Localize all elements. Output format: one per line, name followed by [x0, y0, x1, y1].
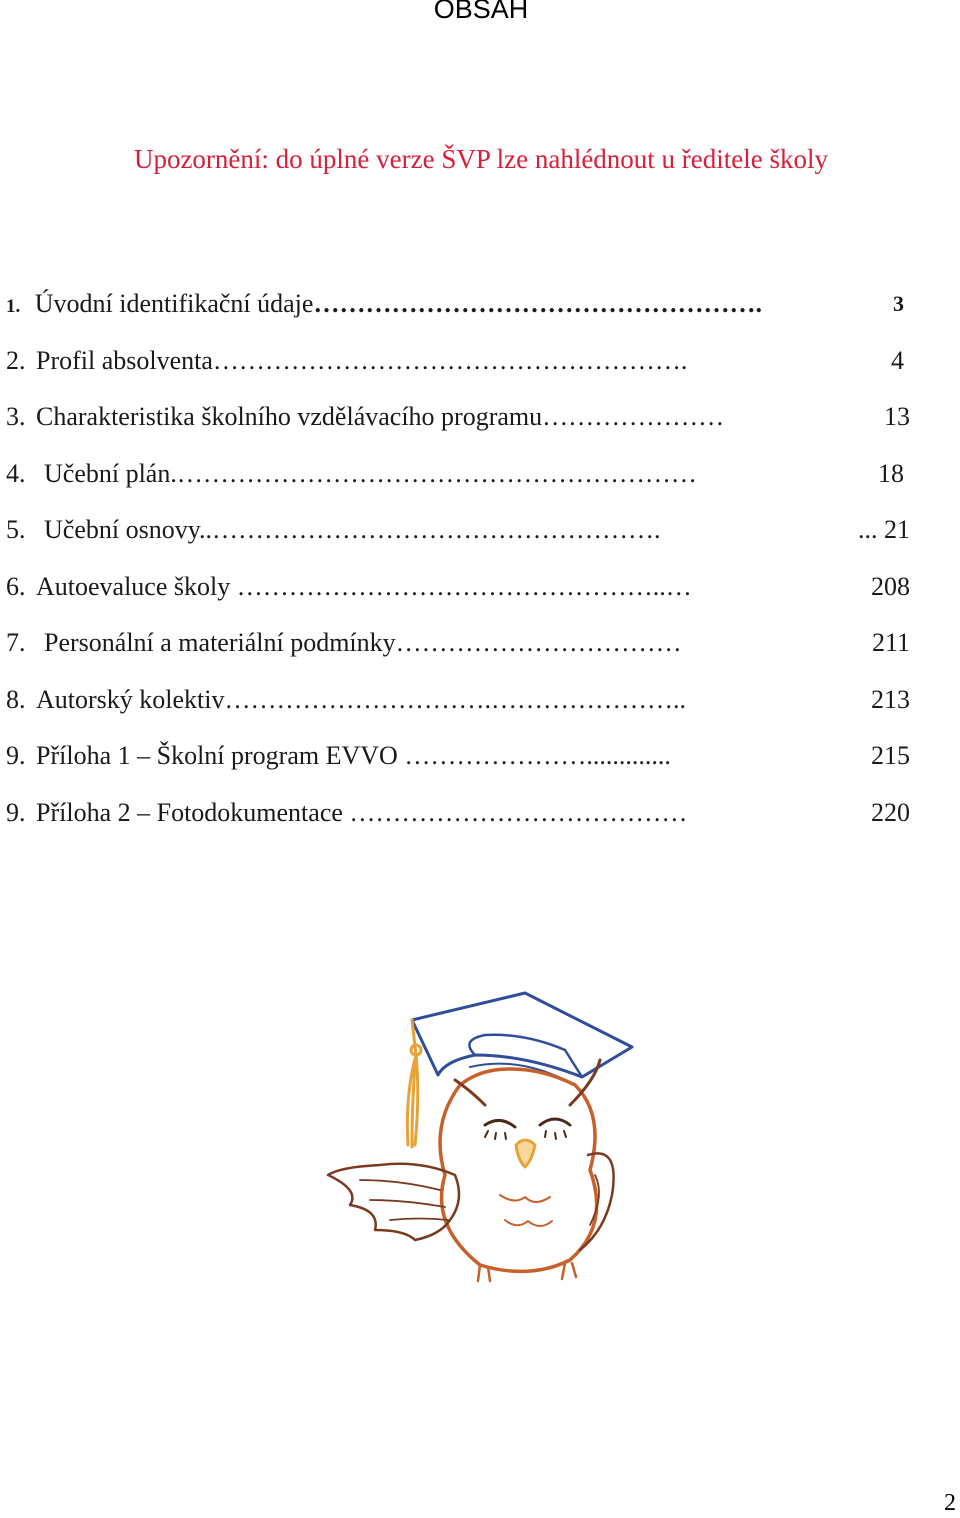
toc-page: ... 21 [858, 515, 910, 544]
right-eye-icon [540, 1119, 570, 1125]
owl-with-graduation-cap-icon [320, 985, 650, 1285]
toc-title: Příloha 1 – Školní program EVVO [36, 741, 398, 770]
toc-page: 220 [871, 797, 910, 827]
toc-title: Autorský kolektiv [36, 684, 225, 714]
toc-leader: ………………………………… [349, 797, 688, 827]
toc-number: 9. [6, 741, 26, 770]
toc-page: 13 [884, 402, 910, 431]
toc-leader: ………………… [542, 402, 725, 431]
toc-title: Učební plán. [44, 458, 177, 488]
toc-row-7[interactable] [6, 623, 910, 680]
toc-page: 208 [871, 571, 910, 601]
page-title: OBSAH [433, 0, 529, 24]
toc-number: 3. [6, 402, 26, 431]
toc-leader: ………………………….………………….. [224, 684, 686, 714]
toc-number: 6. [6, 571, 26, 601]
toc-title: Úvodní identifikační údaje [34, 289, 314, 318]
toc-number: 7. [6, 628, 26, 657]
toc-title: Učební osnovy.. [44, 515, 213, 544]
toc-row-6[interactable] [6, 567, 910, 624]
toc-number: 5. [6, 515, 26, 544]
toc-page: 3 [893, 291, 904, 316]
toc-leader: …………………………………………..… [236, 571, 692, 601]
toc-leader: …………………………………………………… [176, 458, 697, 488]
page-number: 2 [944, 1490, 956, 1516]
tassel-icon [407, 1020, 417, 1147]
toc-number: 1. [6, 296, 21, 317]
toc-number: 2. [6, 345, 26, 375]
toc-leader: …………………………… [395, 628, 682, 657]
toc-number: 8. [6, 684, 26, 714]
toc-row-8[interactable] [6, 680, 910, 737]
toc-row-3[interactable] [6, 397, 910, 454]
toc-leader: ……………………………………………. [212, 515, 661, 544]
toc-row-2[interactable] [6, 341, 910, 398]
table-of-contents [6, 284, 910, 849]
toc-leader: ……………………………………………. [313, 289, 762, 318]
toc-title: Autoevaluce školy [36, 571, 231, 601]
toc-row-9[interactable] [6, 736, 910, 793]
left-eye-icon [485, 1120, 515, 1127]
toc-title: Příloha 2 – Fotodokumentace [36, 797, 343, 827]
toc-leader: …………………............. [404, 741, 671, 770]
left-wing-icon [328, 1164, 459, 1240]
toc-title: Charakteristika školního vzdělávacího programu [36, 402, 543, 431]
toc-page: 18 [878, 458, 904, 488]
beak-icon [516, 1140, 535, 1167]
toc-title: Personální a materiální podmínky [44, 628, 396, 657]
toc-page: 213 [871, 684, 910, 714]
notice-text: Upozornění: do úplné verze ŠVP lze nahlédnout u ředitele školy [133, 144, 829, 174]
toc-row-1[interactable] [6, 284, 910, 341]
toc-number: 9. [6, 797, 26, 827]
toc-row-10[interactable] [6, 793, 910, 850]
toc-number: 4. [6, 458, 26, 488]
owl-body-icon [440, 1069, 597, 1271]
toc-page: 211 [871, 628, 910, 657]
toc-title: Profil absolventa [36, 345, 213, 375]
toc-page: 215 [871, 741, 910, 770]
toc-row-5[interactable] [6, 510, 910, 567]
toc-page: 4 [891, 345, 904, 375]
toc-leader: ………………………………………………. [212, 345, 688, 375]
toc-row-4[interactable] [6, 454, 910, 511]
